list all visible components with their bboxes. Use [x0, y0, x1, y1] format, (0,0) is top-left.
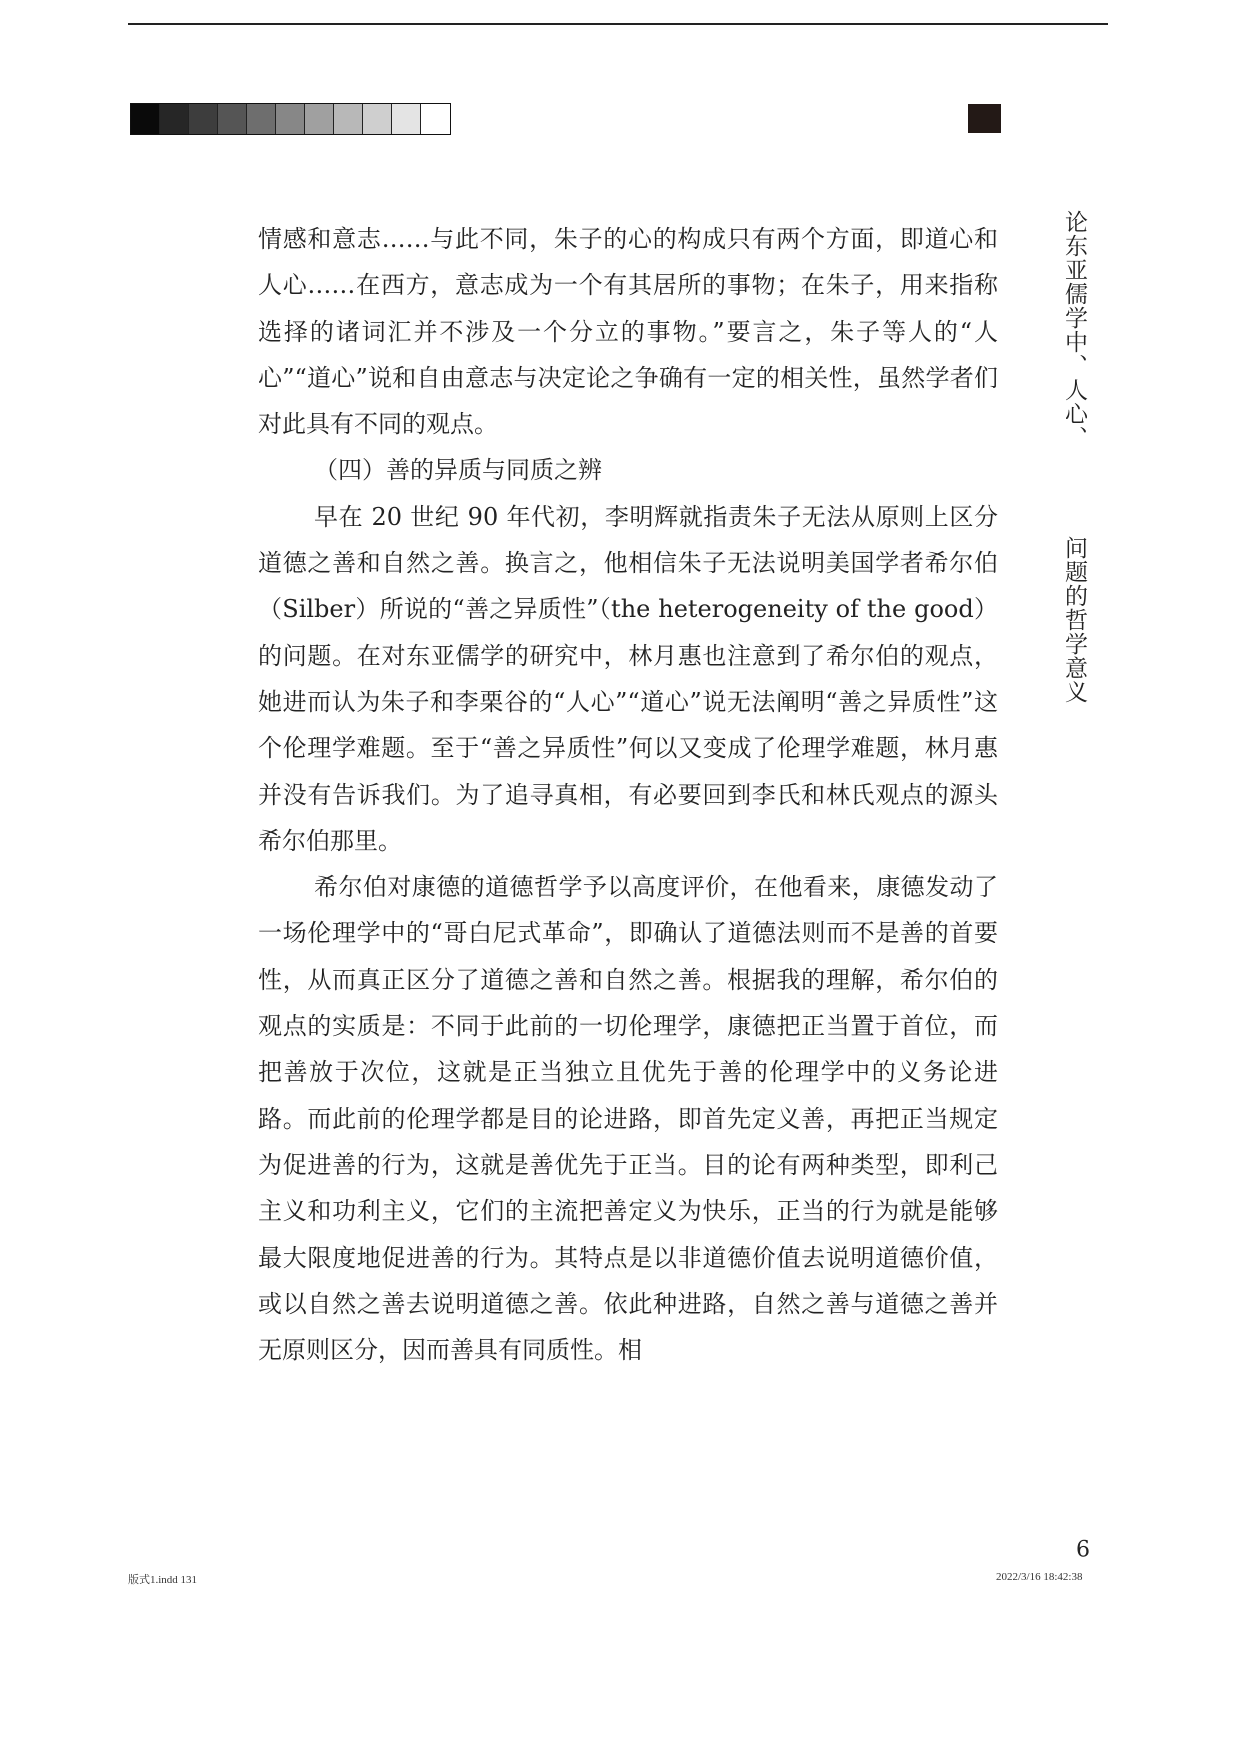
footer-timestamp: 2022/3/16 18:42:38	[996, 1571, 1083, 1583]
gray-swatch	[276, 104, 305, 134]
gray-swatch	[218, 104, 247, 134]
gray-swatch	[392, 104, 421, 134]
paragraph: 希尔伯对康德的道德哲学予以高度评价，在他看来，康德发动了一场伦理学中的“哥白尼式革命”，即确认了道德法则而不是善的首要性，从而真正区分了道德之善和自然之善。根据我的理解，希尔伯的观点的实质是：不同于此前的一切伦理学，康德把正当置于首位，而把善放于次位，这就是正当独立且优先于善的伦理学中的义务论进路。而此前的伦理学都是目的论进路，即首先定义善，再把正当规定为促进善的行为，这就是善优先于正当。目的论有两种类型，即利己主义和功利主义，它们的主流把善定义为快乐，正当的行为就是能够最大限度地促进善的行为。其特点是以非道德价值去说明道德价值，或以自然之善去说明道德之善。依此种进路，自然之善与道德之善并无原则区分，因而善具有同质性。相	[258, 873, 998, 1365]
paragraph: 早在 20 世纪 90 年代初，李明辉就指责朱子无法从原则上区分道德之善和自然之善。换言之，他相信朱子无法说明美国学者希尔伯（Silber）所说的“善之异质性”（the heterogeneity of the good）的问题。在对东亚儒学的研究中，林月惠也注意到了希尔伯的观点，她进而认为朱子和李栗谷的“人心”“道心”说无法阐明“善之异质性”这个伦理学难题。至于“善之异质性”何以又变成了伦理学难题，林月惠并没有告诉我们。为了追寻真相，有必要回到李氏和林氏观点的源头希尔伯那里。	[258, 502, 998, 855]
gray-swatch	[131, 104, 160, 134]
gray-swatch	[334, 104, 363, 134]
running-head	[1055, 210, 1087, 704]
running-head-part2: 问题的哲学意义	[1061, 536, 1087, 704]
top-rule	[128, 23, 1108, 25]
gray-swatch	[247, 104, 276, 134]
page-number: 9	[1076, 1534, 1090, 1559]
gray-swatch	[189, 104, 218, 134]
registration-mark	[968, 104, 1001, 133]
section-subhead: （四）善的异质与同质之辨	[314, 456, 602, 485]
gray-swatch	[421, 104, 450, 134]
grayscale-calibration-bar	[130, 103, 451, 135]
gray-swatch	[363, 104, 392, 134]
gray-swatch	[160, 104, 189, 134]
footer-file-name: 版式1.indd 131	[128, 1574, 198, 1586]
gray-swatch	[305, 104, 334, 134]
body-text	[258, 216, 998, 1373]
running-head-part1: 论东亚儒学中、人心、	[1061, 210, 1087, 450]
paragraph-continued: 情感和意志……与此不同，朱子的心的构成只有两个方面，即道心和人心……在西方，意志成为一个有其居所的事物；在朱子，用来指称选择的诸词汇并不涉及一个分立的事物。”要言之，朱子等人的“人心”“道心”说和自由意志与决定论之争确有一定的相关性，虽然学者们对此具有不同的观点。	[258, 225, 998, 439]
